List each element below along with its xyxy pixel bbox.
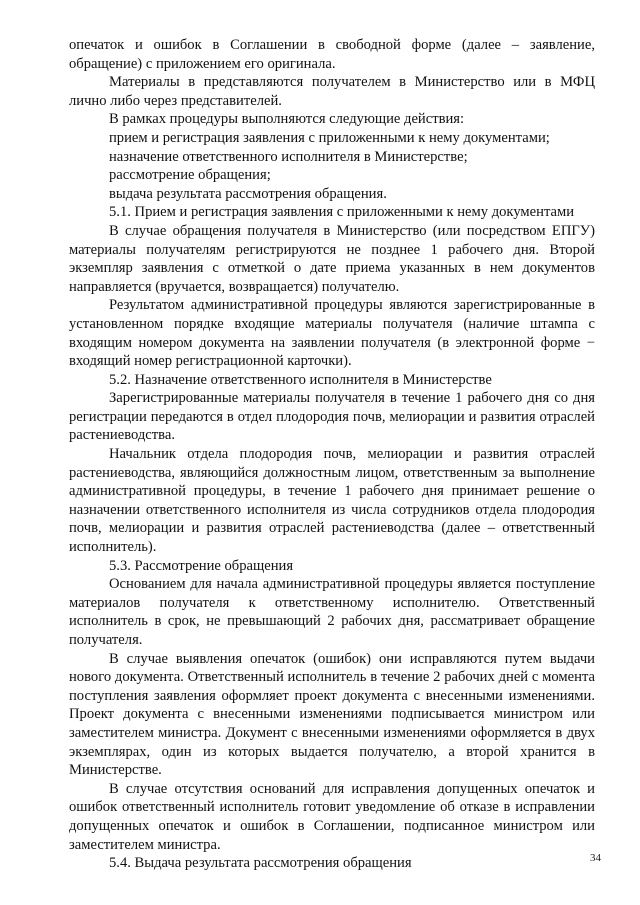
- paragraph-continuation: опечаток и ошибок в Соглашении в свободной форме (далее – заявление, обращение) с приложением его оригинала.: [69, 37, 595, 72]
- paragraph-registration-result: Результатом административной процедуры являются зарегистрированные в установленном порядке входящие материалы получателя (наличие штампа с входящим номером документа на заявлении получателя (в электронной форме − входящий номер регистрационной карточки).: [69, 297, 595, 370]
- list-item-review: рассмотрение обращения;: [109, 167, 271, 184]
- section-heading-5-4: 5.4. Выдача результата рассмотрения обращения: [109, 855, 412, 872]
- list-item-registration: прием и регистрация заявления с приложенными к нему документами;: [109, 129, 550, 146]
- list-item-assign-executor: назначение ответственного исполнителя в Министерстве;: [109, 148, 468, 165]
- document-body: [69, 36, 595, 873]
- list-item-issue-result: выдача результата рассмотрения обращения.: [109, 185, 387, 202]
- paragraph-procedure-actions: В рамках процедуры выполняются следующие действия:: [109, 111, 465, 128]
- section-heading-5-1: 5.1. Прием и регистрация заявления с приложенными к нему документами: [109, 204, 575, 221]
- paragraph-review-basis: Основанием для начала административной процедуры является поступление материалов получателя к ответственному исполнителю. Ответственный исполнитель в срок, не превышающий 2 рабочих дня, рассматривает обращение получателя.: [69, 576, 595, 648]
- paragraph-registration-deadline: В случае обращения получателя в Министерство (или посредством ЕПГУ) материалы получателям регистрируются не позднее 1 рабочего дня. Второй экземпляр заявления с отметкой о дате приема указанных в нем документов направляется (вручается, возвращается) получателю.: [69, 222, 595, 295]
- paragraph-materials-transfer: Зарегистрированные материалы получателя в течение 1 рабочего дня со дня регистрации передаются в отдел плодородия почв, мелиорации и развития отраслей растениеводства.: [69, 390, 595, 444]
- section-heading-5-2: 5.2. Назначение ответственного исполнителя в Министерстве: [109, 371, 492, 388]
- page-number: 34: [590, 852, 601, 864]
- paragraph-refusal: В случае отсутствия оснований для исправления допущенных опечаток и ошибок ответственный исполнитель готовит уведомление об отказе в исправлении допущенных опечаток и ошибок в Соглашении, подписанное министром или заместителем министра.: [69, 780, 595, 853]
- section-heading-5-3: 5.3. Рассмотрение обращения: [109, 557, 294, 574]
- paragraph-department-head: Начальник отдела плодородия почв, мелиорации и развития отраслей растениеводства, являющийся должностным лицом, ответственным за выполнение административной процедуры, в течение 1 рабочего дня принимает решение о назначении ответственного исполнителя из числа сотрудников отдела плодородия почв, мелиорации и развития отраслей растениеводства (далее – ответственный исполнитель).: [69, 446, 595, 556]
- paragraph-materials-submission: Материалы в представляются получателем в Министерство или в МФЦ лично либо через представителей.: [69, 74, 595, 109]
- paragraph-typo-correction: В случае выявления опечаток (ошибок) они исправляются путем выдачи нового документа. Ответственный исполнитель в течение 2 рабочих дней с момента поступления заявления оформляет проект документа с внесенными изменениями. Проект документа с внесенными изменениями подписывается министром или заместителем министра. Документ с внесенными изменениями оформляется в двух экземплярах, один из которых выдается получателю, а второй хранится в Министерстве.: [69, 650, 595, 779]
